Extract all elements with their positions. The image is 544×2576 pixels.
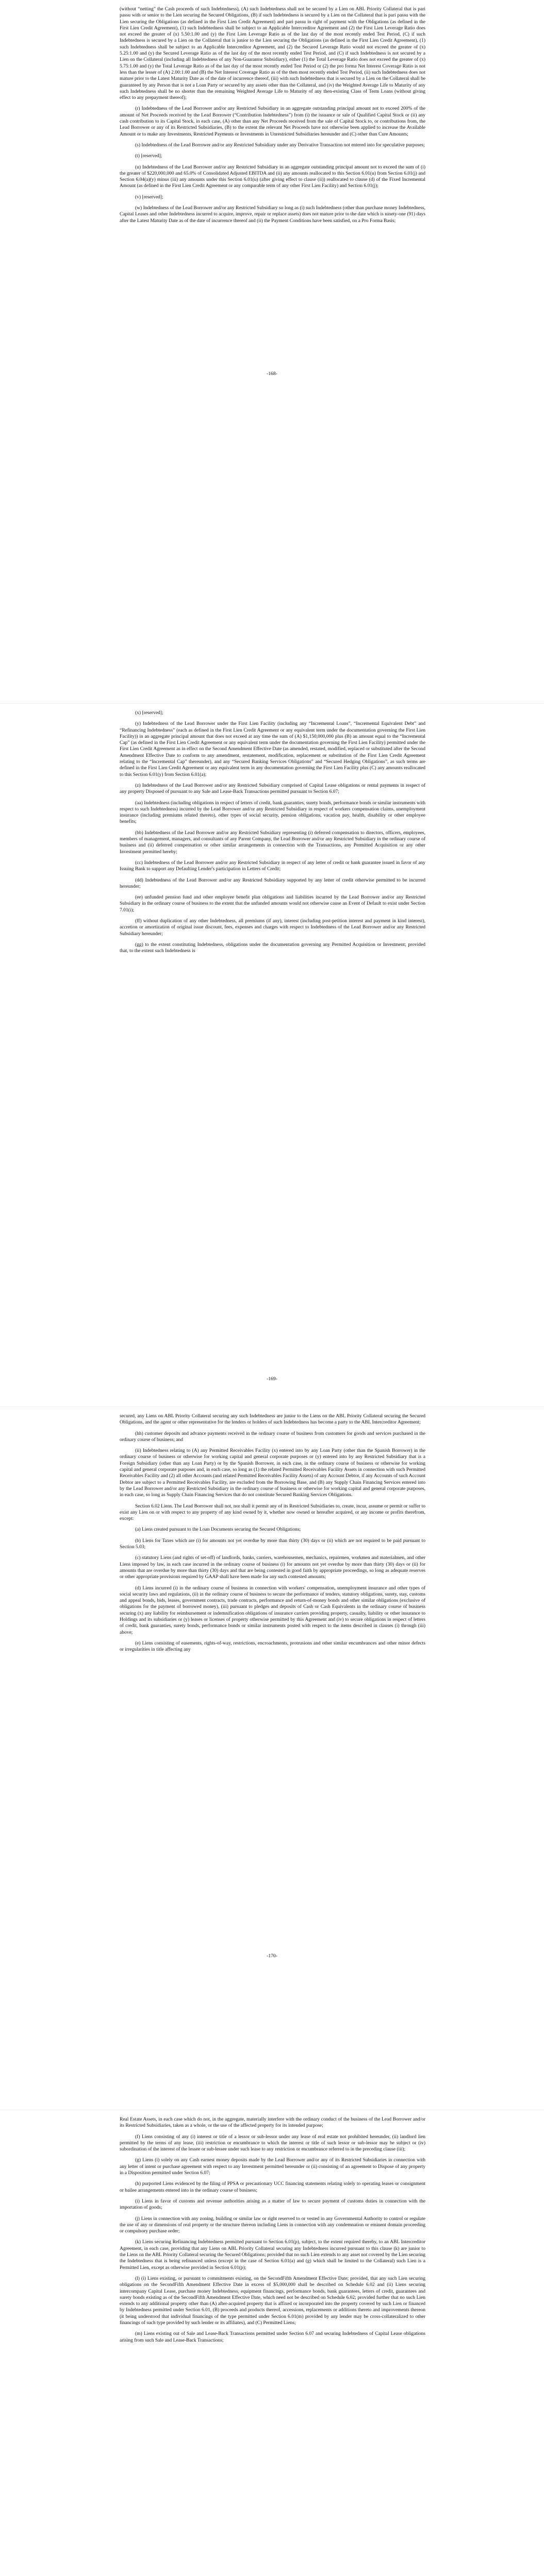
paragraph-d: (d) Liens incurred (i) in the ordinary course of business in connection with workers' compensation, unemployment insurance and other types of social security laws and regulations, (ii) in the ordinary course of business to secure the performance of tenders, statutory obligations, surety, stay, customs and appeal bonds, bids, leases, government contracts, trade contracts, performance and return-of-money bonds and other similar obligations (exclusive of obligations for the payment of borrowed money), (iii) pursuant to pledges and deposits of Cash or Cash Equivalents in the ordinary course of business securing (x) any liability for reimbursement or indemnification obligations of insurance carriers providing property, casualty, liability or other insurance to Holdings and its subsidiaries or (y) leases or licenses of property otherwise permitted by this Agreement and (iv) to secure obligations in respect of letters of credit, bank guaranties, surety bonds, performance bonds or similar instruments posted with respect to the items described in clauses (i) through (iii) above; [120, 1585, 425, 1635]
section-6-02-liens: Section 6.02 Liens. The Lead Borrower shall not, nor shall it permit any of its Restricted Subsidiaries to, create, incur, assume or permit or suffer to exist any Lien on or with respect to any property of any kind owned by it, whether now owned or hereafter acquired, or any income or profits therefrom, except: [120, 1503, 425, 1522]
paragraph-x: (x) [reserved]; [135, 710, 163, 716]
paragraph-gg: (gg) to the extent constituting Indebtedness, obligations under the documentation governing any Permitted Acquisition or Investment; provided that, to the extent such Indebtedness is [120, 942, 425, 954]
paragraph-j: (j) Liens in connection with any zoning, building or similar law or right reserved to or vested in any Governmental Authority to control or regulate the use of any or dimensions of real property or the structure thereon including Liens in connection with any condemnation or eminent domain proceeding or compulsory purchase order; [120, 2216, 425, 2234]
paragraph-ii: (ii) Indebtedness relating to (A) any Permitted Receivables Facility (x) entered into by any Loan Party (other than the Spanish Borrower) in the ordinary course of business or otherwise for working capital and general corporate purposes or (y) entered into by any Restricted Subsidiary that is a Foreign Subsidiary (other than any Loan Party) or by the Spanish Borrower, in each case, in the ordinary course of business or otherwise for working capital and general corporate purposes and, in each case, so long as (1) the related Permitted Receivables Facility Assets in connection with such Permitted Receivables Facility and (2) all other Accounts (and related Permitted Receivables Facility Assets) of any Account Debtor, if any Accounts of such Account Debtor are subject to a Permitted Receivables Facility, are excluded from the Borrowing Base, and (B) any Supply Chain Financing Services entered into by the Lead Borrower and/or any Restricted Subsidiary in the ordinary course of business or otherwise for working capital and general corporate purposes, in each case, so long as Supply Chain Financing Services that do not constitute Secured Banking Services Obligations. [120, 1448, 425, 1498]
page-170 [0, 1406, 544, 2110]
paragraph-k: (k) Liens securing Refinancing Indebtedness permitted pursuant to Section 6.01(p), subject, to the extent required thereby, to an ABL Intercreditor Agreement, in each case, providing that any Liens on ABL Priority Collateral securing any Indebtedness incurred pursuant to this clause (k) are junior to the Liens on the ABL Priority Collateral securing the Secured Obligations; provided that no such Lien extends to any asset not covered by the Lien securing the Indebtedness that is being refinanced unless (except in the case of Section 6.01(a) and (g) which shall be limited to the Collateral) such Lien is a Permitted Lien, except as otherwise provided in Section 6.01(p); [120, 2240, 425, 2270]
paragraph-s: (s) Indebtedness of the Lead Borrower and/or any Restricted Subsidiary under any Derivative Transaction not entered into for speculative purposes; [135, 142, 425, 148]
paragraph-hh: (hh) customer deposits and advance payments received in the ordinary course of business from customers for goods and services purchased in the ordinary course of business; and [120, 1431, 425, 1443]
paragraph-c: (c) statutory Liens (and rights of set-off) of landlords, banks, carriers, warehousemen, mechanics, repairmen, workmen and materialmen, and other Liens imposed by law, in each case incurred in the ordinary course of business (i) for amounts not yet overdue by more than thirty (30) days or (ii) for amounts that are overdue by more than thirty (30) days and that are being contested in good faith by appropriate proceedings, so long as adequate reserves or other appropriate provisions required by GAAP shall have been made for any such contested amounts; [120, 1555, 425, 1580]
paragraph-m: (m) Liens existing out of Sale and Lease-Back Transactions permitted under Section 6.07 and securing Indebtedness of Capital Lease obligations arising from such Sale and Lease-Back Transactions; [120, 2331, 425, 2343]
page-number: -169- [267, 1377, 277, 1382]
paragraph-z: (z) Indebtedness of the Lead Borrower and/or any Restricted Subsidiary comprised of Capital Lease obligations or rental payments in respect of any property Disposed of pursuant to any Sale and Lease-Back Transactions permitted pursuant to Section 6.07; [120, 783, 425, 795]
paragraph-g: (g) Liens (i) solely on any Cash earnest money deposits made by the Lead Borrower and/or any of its Restricted Subsidiaries in connection with any letter of intent or purchase agreement with respect to any Investment permitted hereunder or (ii) consisting of an agreement to Dispose of any property in a Disposition permitted under Section 6.07; [120, 2158, 425, 2176]
page-number: -168- [267, 371, 277, 377]
paragraph-r: (r) Indebtedness of the Lead Borrower and/or any Restricted Subsidiary in an aggregate outstanding principal amount not to exceed 200% of the amount of Net Proceeds received by the Lead Borrower (“Contribution Indebtedness”) from (i) the issuance or sale of Qualified Capital Stock or (ii) any cash contribution to its Capital Stock, in each case, (A) other than any Net Proceeds received from the sale of Capital Stock to, or contributions from, the Lead Borrower or any of its Restricted Subsidiaries, (B) to the extent the relevant Net Proceeds have not otherwise been applied to increase the Available Amount or to make any Investments, Restricted Payments or Investments in Unrestricted Subsidiaries hereunder and (C) other than Cure Amounts; [120, 106, 425, 137]
paragraph-continuation: Real Estate Assets, in each case which do not, in the aggregate, materially interfere with the ordinary conduct of the business of the Lead Borrower and/or its Restricted Subsidiaries, taken as a whole, or the use of the affected property for its intended purpose; [120, 2117, 425, 2129]
paragraph-aa: (aa) Indebtedness (including obligations in respect of letters of credit, bank guaranties, surety bonds, performance bonds or similar instruments with respect to such Indebtedness) incurred by the Lead Borrower and/or any Restricted Subsidiary in respect of workers compensation claims, unemployment insurance (including premiums related thereto), other types of social security, pension obligations, vacation pay, health, disability or other employee benefits; [120, 800, 425, 825]
paragraph-u: (u) Indebtedness of the Lead Borrower and/or any Restricted Subsidiary in an aggregate outstanding principal amount not to exceed the sum of (i) the greater of $220,000,000 and 65.0% of Consolidated Adjusted EBITDA and (ii) any amounts reallocated to this Section 6.01(u) from Section 6.01(j) and Section 6.04(a)(y) minus (iii) any amounts under this Section 6.01(u) (after giving effect to clause (ii)) reallocated to clause (d) of the Fixed Incremental Amount (as defined in the First Lien Credit Agreement or any comparable term of any other First Lien Facility) and Section 6.01(j); [120, 164, 425, 189]
page-number: -170- [267, 1954, 277, 1959]
paragraph-v: (v) [reserved]; [135, 194, 163, 200]
paragraph-f: (f) Liens consisting of any (i) interest or title of a lessor or sub-lessor under any lease of real estate not prohibited hereunder, (ii) landlord lien permitted by the terms of any lease, (iii) restriction or encumbrance to which the interest or title of such lessor or sub-lessor may be subject or (iv) subordination of the interest of the lessee or sub-lessee under such lease to any restriction or encumbrance referred to in the preceding clause (iii); [120, 2134, 425, 2153]
paragraph-dd: (dd) Indebtedness of the Lead Borrower and/or any Restricted Subsidiary supported by any letter of credit otherwise permitted to be incurred hereunder; [120, 877, 425, 889]
page-169 [0, 703, 544, 1406]
paragraph-w: (w) Indebtedness of the Lead Borrower and/or any Restricted Subsidiary so long as (i) such Indebtedness (other than purchase money Indebtedness, Capital Leases and other Indebtedness incurred to acquire, improve, repair or replace assets) does not mature prior to the date which is ninety-one (91) days after the Latest Maturity Date as of the date of incurrence thereof and (ii) the Payment Conditions have been satisfied, on a Pro Forma Basis; [120, 206, 425, 224]
paragraph-cc: (cc) Indebtedness of the Lead Borrower and/or any Restricted Subsidiary in respect of any letter of credit or bank guarantee issued in favor of any Issuing Bank to support any Defaulting Lender's participation in Letters of Credit; [120, 860, 425, 872]
paragraph-h: (h) purported Liens evidenced by the filing of PPSA or precautionary UCC financing statements relating solely to operating leases or consignment or bailee arrangements entered into in the ordinary course of business; [120, 2181, 425, 2193]
paragraph-a: (a) Liens created pursuant to the Loan Documents securing the Secured Obligations; [135, 1527, 301, 1533]
paragraph-t: (t) [reserved]; [135, 154, 162, 159]
paragraph-e: (e) Liens consisting of easements, rights-of-way, restrictions, encroachments, protrusions and other similar encumbrances and other minor defects or irregularities in title affecting any [120, 1640, 425, 1653]
paragraph-l: (l) (i) Liens existing, or pursuant to commitments existing, on the SecondFifth Amendment Effective Date; provided, that any such Lien securing obligations on the SecondFifth Amendment Effective Date in excess of $5,000,000 shall be described on Schedule 6.02 and (ii) Liens securing intercompany Capital Lease, purchase money Indebtedness, equipment financings, performance bonds, bank guarantees, letters of credit, guarantees and surety bonds existing as of the SecondFifth Amendment Effective Date, which need not be described on Schedule 6.02; provided further that no such Lien extends to any additional property other than (A) after-acquired property that is affixed or incorporated into the property covered by such Lien or financed by Indebtedness permitted under Section 6.01, (B) proceeds and products thereof, accessions, replacements or additions thereto and improvements thereon (it being understood that individual financings of the type permitted under Section 6.01(m) provided by any lender may be cross-collateralized to other financings of such type provided by such lender or its affiliates), and (C) Permitted Liens; [120, 2276, 425, 2326]
page-171 [0, 2110, 544, 2576]
paragraph-y: (y) Indebtedness of the Lead Borrower under the First Lien Facility (including any “Incremental Loans”, “Incremental Equivalent Debt” and “Refinancing Indebtedness” (each as defined in the First Lien Credit Agreement or any equivalent term under the documentation governing the First Lien Facility)) in an aggregate principal amount that does not exceed at any time the sum of (A) $1,150,000,000 plus (B) an amount equal to the “Incremental Cap” (as defined in the First Lien Credit Agreement or any equivalent term under the documentation governing the First Lien Facility) permitted under the First Lien Credit Agreement as in effect on the Second Amendment Effective Date (as amended, restated, modified, replaced or substituted after the Second Amendment Effective Date to conform to any amendment, restatement, modification, replacement or substitution of the First Lien Credit Agreement relating to the “Incremental Cap” thereunder), and any “Secured Banking Services Obligations” and “Secured Hedging Obligations”, as such terms are defined in the First Lien Credit Agreement or any equivalent term in any documentation governing the First Lien Facility plus (C) any amounts reallocated to this Section 6.01(y) from Section 6.01(a); [120, 721, 425, 777]
page-168 [0, 0, 544, 703]
paragraph-b: (b) Liens for Taxes which are (i) for amounts not yet overdue by more than thirty (30) days or (ii) which are not required to be paid pursuant to Section 5.03; [120, 1538, 425, 1550]
paragraph-continuation: secured, any Liens on ABL Priority Collateral securing any such Indebtedness are junior to the Liens on the ABL Priority Collateral securing the Secured Obligations, and the agent or other representative for the lenders or holders of such Indebtedness has become a party to the ABL Intercreditor Agreement; [120, 1414, 425, 1426]
paragraph-ff: (ff) without duplication of any other Indebtedness, all premiums (if any), interest (including post-petition interest and payment in kind interest), accretion or amortization of original issue discount, fees, expenses and charges with respect to Indebtedness of the Lead Borrower and/or any Restricted Subsidiary hereunder; [120, 919, 425, 937]
paragraph-i: (i) Liens in favor of customs and revenue authorities arising as a matter of law to secure payment of customs duties in connection with the importation of goods; [120, 2198, 425, 2211]
paragraph-bb: (bb) Indebtedness of the Lead Borrower and/or any Restricted Subsidiary representing (i) deferred compensation to directors, officers, employees, members of management, managers, and consultants of any Parent Company, the Lead Borrower and/or any Restricted Subsidiary in the ordinary course of business and (ii) deferred compensation or other similar arrangements in connection with the Transactions, any Permitted Acquisition or any other Investment permitted hereby; [120, 830, 425, 855]
paragraph-ee: (ee) unfunded pension fund and other employee benefit plan obligations and liabilities incurred by the Lead Borrower and/or any Restricted Subsidiary in the ordinary course of business to the extent that the unfunded amounts would not otherwise cause an Event of Default to exist under Section 7.01(i); [120, 895, 425, 913]
paragraph-continuation: (without “netting” the Cash proceeds of such Indebtedness), (A) such Indebtedness shall not be secured by a Lien on ABL Priority Collateral that is pari passu with or senior to the Lien securing the Secured Obligations, (B) if such Indebtedness is secured by a Lien on the Collateral that is pari passu with the Lien securing the Obligations (as defined in the First Lien Credit Agreement) and pari passu in right of payment with the Obligations (as defined in the First Lien Credit Agreement), (1) such Indebtedness shall be subject to an Applicable Intercreditor Agreement and (2) the First Lien Leverage Ratio does not exceed the greater of (x) 5.50:1.00 and (y) the First Lien Leverage Ratio as of the last day of the most recently ended Test Period, (C) if such Indebtedness is secured by a Lien on the Collateral that is junior to the Lien securing the Obligations (as defined in the First Lien Credit Agreement), (1) such Indebtedness shall be subject to an Applicable Intercreditor Agreement, and (2) the Secured Leverage Ratio would not exceed the greater of (x) 5.25:1.00 and (y) the Secured Leverage Ratio as of the last day of the most recently ended Test Period, and (C) if such Indebtedness is not secured by a Lien on the Collateral (including all Indebtedness of any Non-Guarantor Subsidiary), either (1) the Total Leverage Ratio does not exceed the greater of (x) 5.75:1.00 and (y) the Total Leverage Ratio as of the last day of the most recently ended Test Period or (2) the pro forma Net Interest Coverage Ratio is not less than the lesser of (A) 2.00:1.00 and (B) the Net Interest Coverage Ratio as of the then most recently ended Test Period, (ii) such Indebtedness does not mature prior to the Latest Maturity Date as of the date of incurrence thereof, (iii) with such Indebtedness that is secured by a Lien on the Collateral shall be guaranteed by any Person that is not a Loan Party or secured by any assets other than the Collateral, and (iv) the Weighted Average Life to Maturity of any such Indebtedness shall be no shorter than the remaining Weighted Average Life to Maturity of any then-existing Class of Term Loans (without giving effect to any prepayment thereof); [120, 7, 425, 101]
